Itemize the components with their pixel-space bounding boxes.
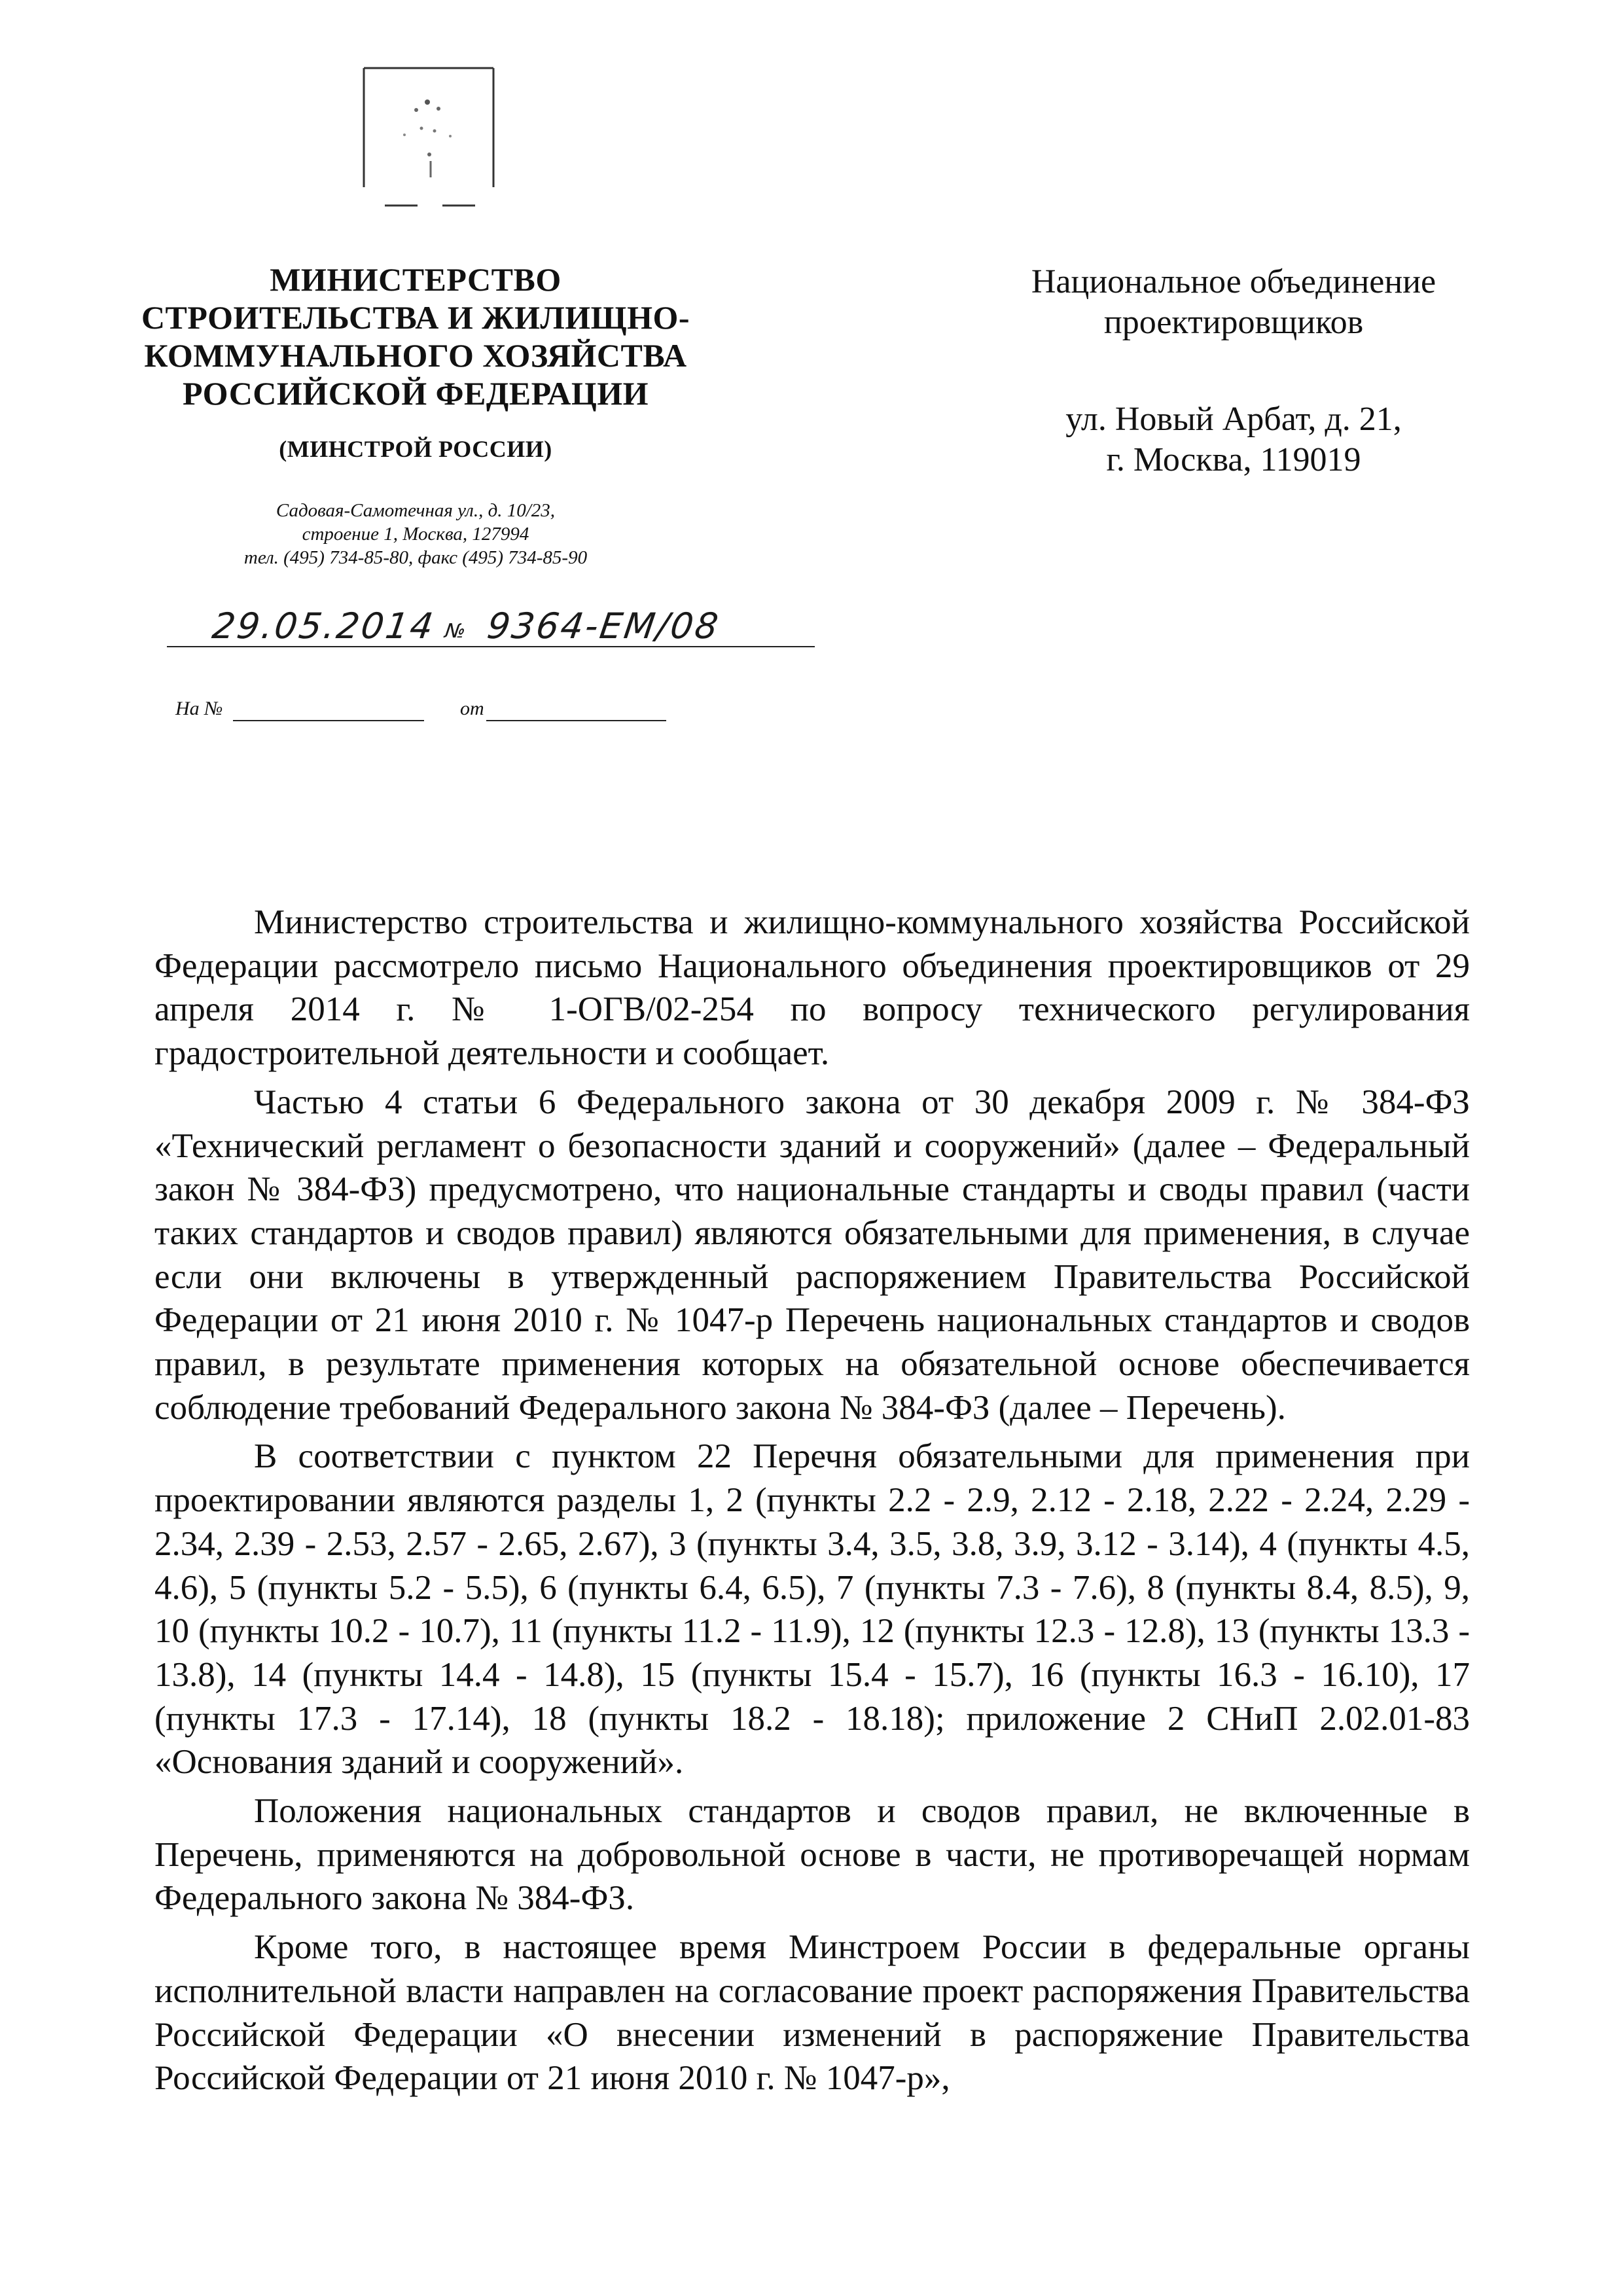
recipient-block: [975, 262, 1492, 480]
reply-reference: [175, 698, 673, 726]
body-paragraph: Министерство строительства и жилищно-коммунального хозяйства Российской Федерации рассмотрело письмо Национального объединения проектировщиков от 29 апреля 2014 г. № 1-ОГВ/02-254 по вопросу технического регулирования градостроительной деятельности и сообщает.: [154, 903, 1470, 1073]
emblem-icon: [359, 63, 499, 207]
reply-date-blank: [486, 720, 666, 721]
ministry-address-line: Садовая-Самотечная ул., д. 10/23,: [276, 500, 556, 521]
ministry-name-line: СТРОИТЕЛЬСТВА И ЖИЛИЩНО-: [141, 299, 690, 336]
recipient-name-line: проектировщиков: [1103, 304, 1364, 341]
outgoing-number: 9364-ЕМ/08: [484, 605, 722, 647]
body-paragraph: Частью 4 статьи 6 Федерального закона от 30 декабря 2009 г. № 384-ФЗ «Технический регламент о безопасности зданий и сооружений» (далее – Федеральный закон № 384-ФЗ) предусмотрено, что национальные стандарты и своды правил (части таких стандартов и сводов правил) являются обязательными для применения, в случае если они включены в утвержденный распоряжением Правительства Российской Федерации от 21 июня 2010 г. № 1047-р Перечень национальных стандартов и сводов правил, в результате применения которых на обязательной основе обеспечивается соблюдение требований Федерального закона № 384-ФЗ (далее – Перечень).: [154, 1083, 1470, 1427]
registration-underline: [167, 646, 815, 647]
ministry-name-line: КОММУНАЛЬНОГО ХОЗЯЙСТВА: [144, 337, 687, 374]
ministry-address-line: тел. (495) 734-85-80, факс (495) 734-85-90: [243, 547, 588, 568]
recipient-spacer: [975, 343, 1492, 399]
ministry-name-line: МИНИСТЕРСТВО: [270, 261, 562, 298]
reply-number-blank: [233, 720, 424, 721]
outgoing-registration: [167, 605, 815, 658]
body-paragraph: Положения национальных стандартов и сводов правил, не включенные в Перечень, применяются на добровольной основе в части, не противоречащей нормам Федерального закона № 384-ФЗ.: [154, 1792, 1470, 1918]
ministry-address: [131, 499, 700, 569]
recipient-name-line: Национальное объединение: [1031, 263, 1436, 300]
body-paragraph: В соответствии с пунктом 22 Перечня обязательными для применения при проектировании являются разделы 1, 2 (пункты 2.2 - 2.9, 2.12 - 2.18, 2.22 - 2.24, 2.29 - 2.34, 2.39 - 2.53, 2.57 - 2.65, 2.67), 3 (пункты 3.4, 3.5, 3.8, 3.9, 3.12 - 3.14), 4 (пункты 4.5, 4.6), 5 (пункты 5.2 - 5.5), 6 (пункты 6.4, 6.5), 7 (пункты 7.3 - 7.6), 8 (пункты 8.4, 8.5), 9, 10 (пункты 10.2 - 10.7), 11 (пункты 11.2 - 11.9), 12 (пункты 12.3 - 12.8), 13 (пункты 13.3 - 13.8), 14 (пункты 14.4 - 14.8), 15 (пункты 15.4 - 15.7), 16 (пункты 16.3 - 16.10), 17 (пункты 17.3 - 17.14), 18 (пункты 18.2 - 18.18); приложение 2 СНиП 2.02.01-83 «Основания зданий и сооружений».: [154, 1437, 1470, 1782]
body-paragraph: Кроме того, в настоящее время Минстроем России в федеральные органы исполнительной власти направлен на согласование проект распоряжения Правительства Российской Федерации «О внесении изменений в распоряжение Правительства Российской Федерации от 21 июня 2010 г. № 1047-р»,: [154, 1928, 1470, 2098]
recipient-address-line: ул. Новый Арбат, д. 21,: [1065, 401, 1402, 438]
letter-body: [154, 901, 1470, 2106]
ministry-name-line: РОССИЙСКОЙ ФЕДЕРАЦИИ: [182, 375, 649, 412]
ministry-name-block: [111, 260, 720, 463]
recipient-address-line: г. Москва, 119019: [1106, 441, 1361, 478]
reply-number-label: На №: [175, 698, 223, 719]
ministry-short-name: (МИНСТРОЙ РОССИИ): [279, 436, 552, 462]
coat-of-arms-emblem: [359, 63, 499, 207]
reply-date-label: от: [460, 698, 484, 719]
outgoing-date: 29.05.2014: [209, 605, 438, 647]
ministry-address-line: строение 1, Москва, 127994: [302, 524, 529, 545]
number-sign: №: [443, 620, 469, 643]
